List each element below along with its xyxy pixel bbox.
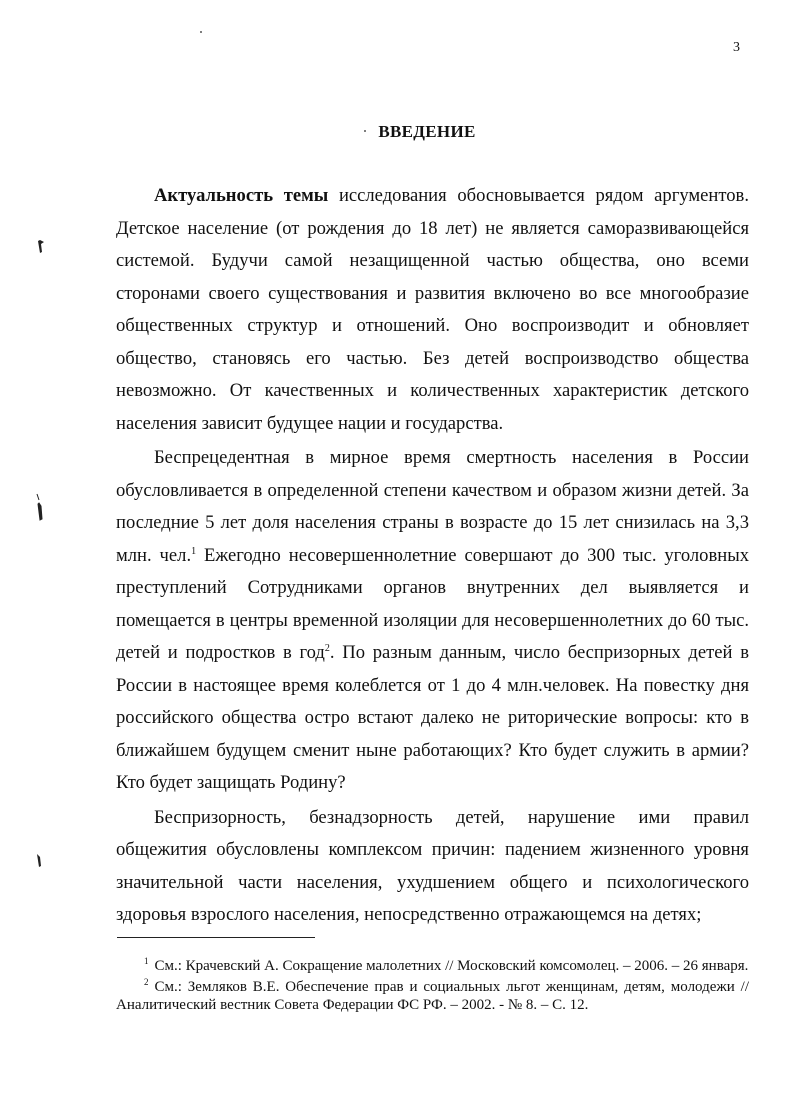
paragraph-2-text-a: Беспрецедентная в мирное время смертность населения в России обусловливается в определенной степени качеством и образом жизни детей. За последние 5 лет доля населения страны в возрасте до 15 лет снизилась на 3,3 млн. чел.: [116, 447, 749, 566]
paragraph-1-lead: Актуальность темы: [154, 185, 329, 206]
footnote-ref-1: 1: [191, 545, 197, 557]
scan-speck: [200, 31, 202, 33]
footnote-2-text: См.: Земляков В.Е. Обеспечение прав и социальных льгот женщинам, детям, молодежи // Аналитический вестник Совета Федерации ФС РФ. – 2002. - № 8. – С. 12.: [116, 979, 749, 1013]
paragraph-2-text-c: . По разным данным, число беспризорных детей в России в настоящее время колеблется от 1 до 4 млн.человек. На повестку дня российского общества остро встают далеко не риторические вопросы: кто в ближайшем будущем сменит ныне работающих? Кто будет служить в армии? Кто будет защищать Родину?: [116, 642, 749, 793]
paragraph-1-text: исследования обосновывается рядом аргументов. Детское население (от рождения до 18 лет) не является саморазвивающейся системой. Будучи самой незащищенной частью общества, оно всеми сторонами своего существования и развития включено во все многообразие общественных структур и отношений. Оно воспроизводит и обновляет общество, становясь его частью. Без детей воспроизводство общества невозможно. От качественных и количественных характеристик детского населения зависит будущее нации и государства.: [116, 185, 749, 434]
page-title: ВВЕДЕНИЕ: [378, 122, 476, 141]
paragraph-3-text: Беспризорность, безнадзорность детей, нарушение ими правил общежития обусловлены комплексом причин: падением жизненного уровня значительной части населения, ухудшением общего и психологического здоровья взрослого населения, непосредственно отражающемся на детях;: [116, 806, 749, 925]
scan-mark-icon: [34, 852, 44, 868]
paragraph-3: [116, 802, 749, 932]
footnote-2: [116, 978, 749, 1014]
scan-speck: [364, 130, 366, 132]
footnote-1: [116, 957, 749, 975]
footnote-2-number: 2: [144, 977, 149, 987]
paragraph-2: [116, 442, 749, 800]
paragraph-1: [116, 180, 749, 440]
footnote-ref-2: 2: [324, 642, 330, 654]
footnote-1-text: См.: Крачевский А. Сокращение малолетних // Московский комсомолец. – 2006. – 26 января.: [154, 958, 749, 974]
page-number: 3: [733, 40, 740, 55]
footnote-divider: [117, 937, 315, 938]
footnote-1-number: 1: [144, 956, 149, 966]
scan-mark-icon: [34, 492, 44, 522]
body-text: [116, 180, 749, 932]
footnotes: [116, 957, 749, 1017]
scan-mark-icon: [36, 238, 46, 254]
paragraph-2-text-b: Ежегодно несовершеннолетние совершают до 300 тыс. уголовных преступлений Сотрудниками органов внутренних дел выявляется и помещается в центры временной изоляции для несовершеннолетних до 60 тыс. детей и подростков в год: [116, 544, 749, 663]
